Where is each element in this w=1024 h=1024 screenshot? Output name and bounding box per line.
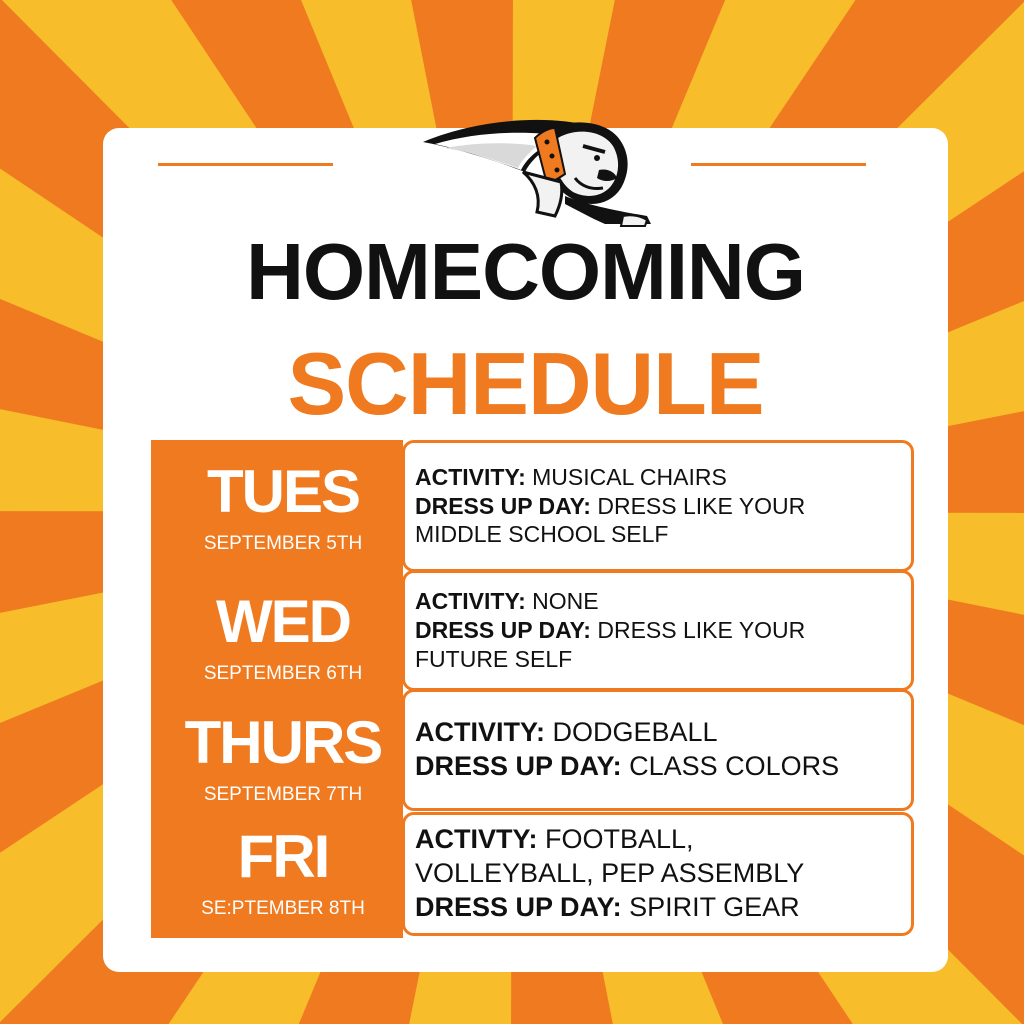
dress-label: DRESS UP DAY: bbox=[415, 492, 591, 519]
bulldog-mascot-icon bbox=[415, 112, 665, 230]
day-date: SEPTEMBER 7TH bbox=[203, 784, 363, 805]
dress-value-cont: FUTURE SELF bbox=[415, 645, 573, 672]
left-divider bbox=[158, 163, 333, 166]
dress-line bbox=[415, 750, 901, 784]
activity-line bbox=[415, 823, 901, 857]
day-wednesday bbox=[151, 588, 415, 684]
day-name: FRI bbox=[237, 823, 329, 890]
day-tuesday bbox=[151, 458, 415, 554]
dress-label: DRESS UP DAY: bbox=[415, 617, 591, 644]
dress-value: CLASS COLORS bbox=[629, 751, 840, 781]
activity-value: FOOTBALL, bbox=[545, 824, 694, 855]
day-date: SEPTEMBER 6TH bbox=[203, 663, 363, 684]
dress-label: DRESS UP DAY: bbox=[415, 751, 622, 781]
day-date: SE:PTEMBER 8TH bbox=[201, 898, 365, 919]
activity-label: ACTIVITY: bbox=[415, 463, 526, 490]
dress-line bbox=[415, 492, 901, 521]
day-name: TUES bbox=[206, 458, 360, 525]
activity-value: MUSICAL CHAIRS bbox=[532, 463, 727, 490]
activity-line bbox=[415, 587, 901, 616]
day-name: WED bbox=[216, 588, 350, 655]
activity-value: DODGEBALL bbox=[552, 717, 718, 748]
activity-label: ACTIVTY: bbox=[415, 824, 538, 855]
activity-line bbox=[415, 463, 901, 492]
dress-value-cont: MIDDLE SCHOOL SELF bbox=[415, 521, 669, 548]
day-friday bbox=[151, 823, 415, 919]
activity-box-wednesday bbox=[402, 570, 914, 691]
schedule-card bbox=[103, 128, 948, 972]
dress-value: DRESS LIKE YOUR bbox=[597, 617, 806, 644]
schedule-table bbox=[151, 440, 921, 938]
dress-line bbox=[415, 891, 901, 925]
right-divider bbox=[691, 163, 866, 166]
day-date: SEPTEMBER 5TH bbox=[203, 533, 363, 554]
activity-value-cont: VOLLEYBALL, PEP ASSEMBLY bbox=[415, 858, 805, 889]
dress-value: DRESS LIKE YOUR bbox=[597, 492, 806, 519]
activity-label: ACTIVITY: bbox=[415, 588, 526, 615]
dress-label: DRESS UP DAY: bbox=[415, 891, 622, 922]
dress-line bbox=[415, 616, 901, 645]
day-thursday bbox=[151, 709, 415, 805]
dress-value: SPIRIT GEAR bbox=[629, 891, 800, 922]
activity-box-thursday bbox=[402, 689, 914, 811]
day-name: THURS bbox=[184, 709, 382, 776]
activity-box-tuesday bbox=[402, 440, 914, 572]
title-homecoming: HOMECOMING bbox=[246, 227, 805, 316]
activity-label: ACTIVITY: bbox=[415, 717, 545, 748]
title-schedule: SCHEDULE bbox=[287, 334, 764, 433]
activity-line bbox=[415, 716, 901, 750]
activity-box-friday bbox=[402, 812, 914, 936]
activity-value: NONE bbox=[532, 588, 599, 615]
